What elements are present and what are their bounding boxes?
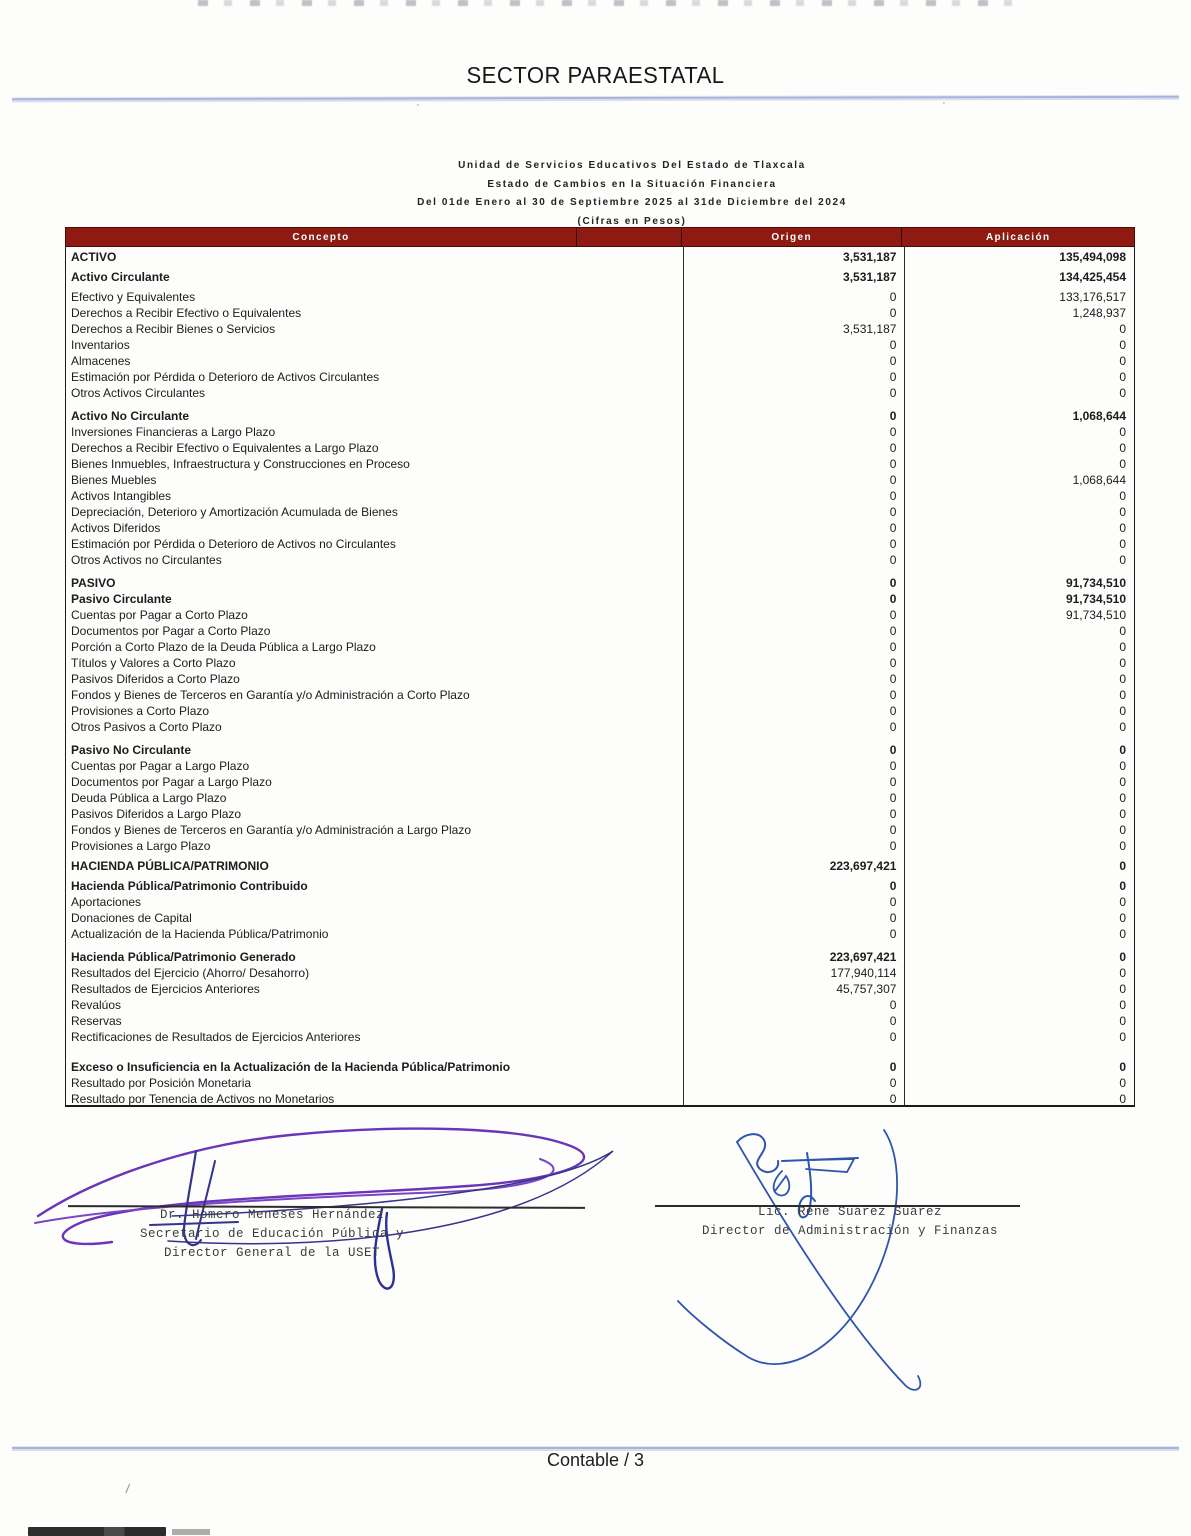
row-concepto: Hacienda Pública/Patrimonio Contribuido xyxy=(71,879,308,893)
signatory-right-role1: Director de Administración y Finanzas xyxy=(701,1224,999,1238)
row-concepto: Pasivo Circulante xyxy=(71,592,172,606)
row-origen-value: 0 xyxy=(889,688,897,702)
row-aplicacion-value: 0 xyxy=(1119,672,1126,686)
signatory-right-name: Lic. René Suárez Suárez xyxy=(757,1205,943,1219)
row-concepto: Reservas xyxy=(71,1014,122,1028)
row-origen-value: 0 xyxy=(889,409,897,423)
table-row xyxy=(66,671,1134,687)
header-rule xyxy=(12,96,1179,100)
table-row xyxy=(66,822,1134,838)
row-origen-value: 0 xyxy=(889,1092,897,1106)
row-origen-value: 0 xyxy=(889,608,897,622)
print-speck: / xyxy=(124,1480,131,1497)
table-row xyxy=(66,408,1134,424)
row-origen-value: 0 xyxy=(889,911,897,925)
table-row xyxy=(66,758,1134,774)
row-origen-value: 0 xyxy=(889,354,897,368)
row-concepto: Provisiones a Corto Plazo xyxy=(71,704,210,718)
row-origen-value: 0 xyxy=(889,386,897,400)
currency-note: (Cifras en Pesos) xyxy=(577,215,687,227)
row-concepto: Resultado por Posición Monetaria xyxy=(71,1076,252,1090)
row-aplicacion-value: 0 xyxy=(1119,322,1126,336)
statement-title: Estado de Cambios en la Situación Financiera xyxy=(487,178,777,190)
row-aplicacion-value: 0 xyxy=(1119,823,1126,837)
signature-right-stroke xyxy=(678,1130,920,1390)
row-aplicacion-value: 91,734,510 xyxy=(1065,592,1126,606)
table-row xyxy=(66,289,1134,305)
print-speck: ' xyxy=(943,101,945,112)
table-row xyxy=(66,369,1134,385)
row-aplicacion-value: 0 xyxy=(1119,656,1126,670)
row-aplicacion-value: 1,068,644 xyxy=(1072,473,1126,487)
table-row xyxy=(66,440,1134,456)
row-concepto: Bienes Muebles xyxy=(71,473,157,487)
table-row xyxy=(66,321,1134,337)
row-origen-value: 0 xyxy=(889,473,897,487)
signatory-left-name: Dr. Homero Meneses Hernández xyxy=(159,1208,385,1222)
table-row xyxy=(66,949,1134,965)
print-speck: ' xyxy=(417,103,419,114)
row-aplicacion-value: 0 xyxy=(1119,505,1126,519)
row-aplicacion-value: 0 xyxy=(1119,457,1126,471)
table-row xyxy=(66,623,1134,639)
row-concepto: Otros Activos Circulantes xyxy=(71,386,206,400)
row-concepto: Inventarios xyxy=(71,338,130,352)
row-origen-value: 0 xyxy=(889,1076,897,1090)
table-column-divider xyxy=(683,247,684,1105)
statement-period: Del 01de Enero al 30 de Septiembre 2025 al 31de Diciembre del 2024 xyxy=(417,197,847,208)
row-concepto: Pasivos Diferidos a Corto Plazo xyxy=(71,672,240,686)
row-concepto: Documentos por Pagar a Corto Plazo xyxy=(71,624,271,638)
table-row xyxy=(66,878,1134,894)
page-title: SECTOR PARAESTATAL xyxy=(466,62,725,88)
signatory-left-role2: Director General de la USET xyxy=(163,1246,381,1260)
row-concepto: Aportaciones xyxy=(71,895,142,909)
row-origen-value: 0 xyxy=(889,592,897,606)
row-concepto: Fondos y Bienes de Terceros en Garantía y/o Administración a Corto Plazo xyxy=(71,688,470,702)
table-row xyxy=(66,838,1134,854)
row-concepto: Donaciones de Capital xyxy=(71,911,192,925)
row-concepto: HACIENDA PÚBLICA/PATRIMONIO xyxy=(71,859,269,873)
row-aplicacion-value: 0 xyxy=(1119,338,1126,352)
row-origen-value: 0 xyxy=(889,895,897,909)
row-aplicacion-value: 0 xyxy=(1119,950,1126,964)
row-origen-value: 0 xyxy=(889,1030,897,1044)
table-row xyxy=(66,504,1134,520)
row-origen-value: 0 xyxy=(889,720,897,734)
row-origen-value: 0 xyxy=(889,624,897,638)
row-origen-value: 0 xyxy=(889,576,897,590)
row-aplicacion-value: 0 xyxy=(1119,640,1126,654)
table-header-row xyxy=(65,227,1135,247)
row-concepto: Otros Pasivos a Corto Plazo xyxy=(71,720,222,734)
row-origen-value: 0 xyxy=(889,640,897,654)
row-aplicacion-value: 1,248,937 xyxy=(1072,306,1126,320)
page-top-cutoff-artifact xyxy=(198,0,1028,6)
row-origen-value: 0 xyxy=(889,505,897,519)
row-aplicacion-value: 0 xyxy=(1119,791,1126,805)
row-concepto: Resultados del Ejercicio (Ahorro/ Desahorro) xyxy=(71,966,310,980)
table-row xyxy=(66,1059,1134,1075)
row-origen-value: 45,757,307 xyxy=(836,982,897,996)
row-aplicacion-value: 0 xyxy=(1119,998,1126,1012)
row-aplicacion-value: 0 xyxy=(1119,1030,1126,1044)
row-aplicacion-value: 135,494,098 xyxy=(1059,250,1126,264)
table-row xyxy=(66,742,1134,758)
row-origen-value: 0 xyxy=(889,1014,897,1028)
table-row xyxy=(66,472,1134,488)
table-row xyxy=(66,591,1134,607)
row-origen-value: 0 xyxy=(889,775,897,789)
row-origen-value: 0 xyxy=(889,306,897,320)
row-concepto: Efectivo y Equivalentes xyxy=(71,290,196,304)
table-row xyxy=(66,353,1134,369)
table-row xyxy=(66,552,1134,568)
row-aplicacion-value: 91,734,510 xyxy=(1065,608,1126,622)
table-row xyxy=(66,385,1134,401)
row-origen-value: 0 xyxy=(889,839,897,853)
row-origen-value: 0 xyxy=(889,656,897,670)
row-aplicacion-value: 0 xyxy=(1119,1014,1126,1028)
row-aplicacion-value: 0 xyxy=(1119,859,1126,873)
row-concepto: Cuentas por Pagar a Corto Plazo xyxy=(71,608,248,622)
row-concepto: Estimación por Pérdida o Deterioro de Activos no Circulantes xyxy=(71,537,396,551)
row-concepto: Porción a Corto Plazo de la Deuda Pública a Largo Plazo xyxy=(71,640,376,654)
row-aplicacion-value: 0 xyxy=(1119,386,1126,400)
row-concepto: Derechos a Recibir Efectivo o Equivalentes xyxy=(71,306,302,320)
row-concepto: Depreciación, Deterioro y Amortización Acumulada de Bienes xyxy=(71,505,398,519)
table-row xyxy=(66,456,1134,472)
row-aplicacion-value: 0 xyxy=(1119,624,1126,638)
row-concepto: Deuda Pública a Largo Plazo xyxy=(71,791,227,805)
row-concepto: Provisiones a Largo Plazo xyxy=(71,839,211,853)
row-aplicacion-value: 0 xyxy=(1119,807,1126,821)
row-aplicacion-value: 0 xyxy=(1119,895,1126,909)
row-origen-value: 0 xyxy=(889,441,897,455)
row-concepto: Actualización de la Hacienda Pública/Patrimonio xyxy=(71,927,329,941)
table-row xyxy=(66,719,1134,735)
table-row xyxy=(66,1013,1134,1029)
table-row xyxy=(66,858,1134,874)
footer-rule xyxy=(12,1447,1179,1449)
row-aplicacion-value: 91,734,510 xyxy=(1065,576,1126,590)
row-concepto: Activo Circulante xyxy=(71,270,170,284)
row-origen-value: 0 xyxy=(889,425,897,439)
row-origen-value: 0 xyxy=(889,290,897,304)
row-concepto: Títulos y Valores a Corto Plazo xyxy=(71,656,236,670)
table-body xyxy=(65,247,1135,1107)
table-row xyxy=(66,639,1134,655)
row-concepto: Activo No Circulante xyxy=(71,409,190,423)
row-concepto: Cuentas por Pagar a Largo Plazo xyxy=(71,759,250,773)
row-origen-value: 0 xyxy=(889,537,897,551)
row-concepto: Estimación por Pérdida o Deterioro de Activos Circulantes xyxy=(71,370,380,384)
table-row xyxy=(66,926,1134,942)
row-concepto: Otros Activos no Circulantes xyxy=(71,553,222,567)
row-aplicacion-value: 0 xyxy=(1119,704,1126,718)
row-concepto: Fondos y Bienes de Terceros en Garantía y/o Administración a Largo Plazo xyxy=(71,823,472,837)
signatory-left-role1: Secretario de Educación Pública y xyxy=(139,1227,405,1241)
row-origen-value: 0 xyxy=(889,672,897,686)
row-aplicacion-value: 0 xyxy=(1119,759,1126,773)
table-row xyxy=(66,965,1134,981)
row-concepto: ACTIVO xyxy=(71,250,117,264)
row-origen-value: 0 xyxy=(889,489,897,503)
row-aplicacion-value: 0 xyxy=(1119,553,1126,567)
row-origen-value: 3,531,187 xyxy=(843,270,897,284)
row-aplicacion-value: 0 xyxy=(1119,521,1126,535)
table-row xyxy=(66,305,1134,321)
row-aplicacion-value: 0 xyxy=(1119,441,1126,455)
row-aplicacion-value: 0 xyxy=(1119,1060,1126,1074)
row-concepto: Hacienda Pública/Patrimonio Generado xyxy=(71,950,296,964)
row-origen-value: 0 xyxy=(889,338,897,352)
row-aplicacion-value: 134,425,454 xyxy=(1059,270,1126,284)
table-row xyxy=(66,910,1134,926)
column-header-aplicacion: Aplicación xyxy=(985,231,1051,243)
row-origen-value: 0 xyxy=(889,704,897,718)
table-row xyxy=(66,655,1134,671)
row-origen-value: 223,697,421 xyxy=(829,859,897,873)
row-aplicacion-value: 0 xyxy=(1119,879,1126,893)
table-row xyxy=(66,575,1134,591)
table-row xyxy=(66,687,1134,703)
table-column-divider xyxy=(904,247,905,1105)
row-origen-value: 0 xyxy=(889,759,897,773)
row-aplicacion-value: 0 xyxy=(1119,354,1126,368)
row-concepto: Revalúos xyxy=(71,998,122,1012)
column-header-concepto: Concepto xyxy=(66,228,577,246)
page-bottom-cutoff-artifact xyxy=(28,1527,166,1536)
row-concepto: Inversiones Financieras a Largo Plazo xyxy=(71,425,276,439)
row-origen-value: 3,531,187 xyxy=(843,250,897,264)
table-row xyxy=(66,1091,1134,1107)
table-row xyxy=(66,520,1134,536)
row-concepto: Derechos a Recibir Bienes o Servicios xyxy=(71,322,276,336)
page-footer-label: Contable / 3 xyxy=(546,1450,645,1470)
row-concepto: Pasivo No Circulante xyxy=(71,743,192,757)
row-origen-value: 0 xyxy=(889,553,897,567)
row-aplicacion-value: 0 xyxy=(1119,425,1126,439)
row-aplicacion-value: 1,068,644 xyxy=(1072,409,1126,423)
table-row xyxy=(66,1075,1134,1091)
row-concepto: Derechos a Recibir Efectivo o Equivalentes a Largo Plazo xyxy=(71,441,379,455)
row-aplicacion-value: 0 xyxy=(1119,370,1126,384)
table-row xyxy=(66,536,1134,552)
row-aplicacion-value: 0 xyxy=(1119,720,1126,734)
row-aplicacion-value: 0 xyxy=(1119,537,1126,551)
row-aplicacion-value: 0 xyxy=(1119,489,1126,503)
row-concepto: Activos Diferidos xyxy=(71,521,161,535)
column-header-origen: Origen xyxy=(682,228,903,246)
table-row xyxy=(66,1029,1134,1045)
row-aplicacion-value: 0 xyxy=(1119,1092,1126,1106)
row-concepto: PASIVO xyxy=(71,576,116,590)
row-aplicacion-value: 0 xyxy=(1119,911,1126,925)
row-origen-value: 0 xyxy=(889,791,897,805)
table-row xyxy=(66,790,1134,806)
entity-name: Unidad de Servicios Educativos Del Estado de Tlaxcala xyxy=(458,160,806,171)
row-origen-value: 0 xyxy=(889,1060,897,1074)
document-title-block xyxy=(72,157,1191,231)
table-row xyxy=(66,774,1134,790)
row-aplicacion-value: 133,176,517 xyxy=(1059,290,1126,304)
row-aplicacion-value: 0 xyxy=(1119,743,1126,757)
row-origen-value: 0 xyxy=(889,823,897,837)
row-origen-value: 0 xyxy=(889,521,897,535)
table-row xyxy=(66,981,1134,997)
table-row xyxy=(66,249,1134,265)
row-origen-value: 0 xyxy=(889,927,897,941)
row-concepto: Pasivos Diferidos a Largo Plazo xyxy=(71,807,242,821)
row-concepto: Rectificaciones de Resultados de Ejercicios Anteriores xyxy=(71,1030,361,1044)
row-origen-value: 0 xyxy=(889,879,897,893)
row-concepto: Almacenes xyxy=(71,354,131,368)
row-aplicacion-value: 0 xyxy=(1119,1076,1126,1090)
row-concepto: Exceso o Insuficiencia en la Actualización de la Hacienda Pública/Patrimonio xyxy=(71,1060,511,1074)
row-origen-value: 0 xyxy=(889,370,897,384)
row-origen-value: 0 xyxy=(889,457,897,471)
row-concepto: Documentos por Pagar a Largo Plazo xyxy=(71,775,272,789)
row-aplicacion-value: 0 xyxy=(1119,775,1126,789)
row-origen-value: 177,940,114 xyxy=(830,966,897,980)
table-row xyxy=(66,997,1134,1013)
table-row xyxy=(66,337,1134,353)
table-row xyxy=(66,424,1134,440)
row-origen-value: 0 xyxy=(889,807,897,821)
table-row xyxy=(66,269,1134,285)
table-row xyxy=(66,806,1134,822)
page-bottom-cutoff-artifact xyxy=(172,1529,210,1535)
row-concepto: Activos Intangibles xyxy=(71,489,172,503)
row-aplicacion-value: 0 xyxy=(1119,982,1126,996)
signatory-right xyxy=(640,1203,1060,1241)
row-origen-value: 3,531,187 xyxy=(843,322,897,336)
financial-statement-table xyxy=(65,227,1135,1107)
row-aplicacion-value: 0 xyxy=(1119,927,1126,941)
column-header-empty xyxy=(577,228,682,246)
row-origen-value: 0 xyxy=(889,998,897,1012)
row-aplicacion-value: 0 xyxy=(1119,839,1126,853)
table-row xyxy=(66,703,1134,719)
table-row xyxy=(66,894,1134,910)
row-concepto: Resultados de Ejercicios Anteriores xyxy=(71,982,260,996)
row-aplicacion-value: 0 xyxy=(1119,966,1126,980)
row-origen-value: 0 xyxy=(889,743,897,757)
row-aplicacion-value: 0 xyxy=(1119,688,1126,702)
signatory-left xyxy=(82,1206,462,1263)
row-origen-value: 223,697,421 xyxy=(829,950,897,964)
row-concepto: Resultado por Tenencia de Activos no Monetarios xyxy=(71,1092,335,1106)
table-row xyxy=(66,488,1134,504)
signatures-ink-layer xyxy=(0,1100,1191,1430)
table-row xyxy=(66,607,1134,623)
row-concepto: Bienes Inmuebles, Infraestructura y Construcciones en Proceso xyxy=(71,457,410,471)
